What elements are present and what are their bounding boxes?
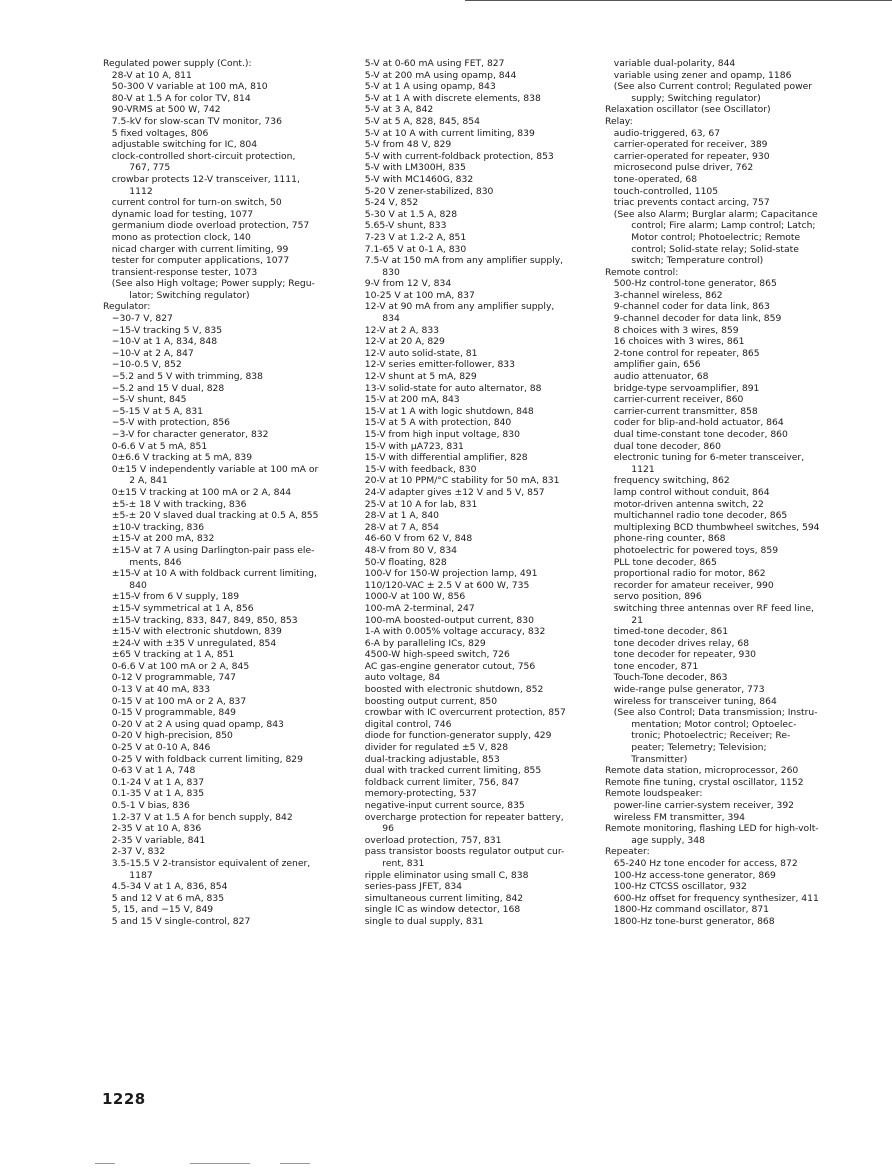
index-entry: 0-12 V programmable, 747 xyxy=(103,672,236,684)
index-entry: 0±15 V independently variable at 100 mA or xyxy=(103,463,319,475)
index-entry: carrier-operated for repeater, 930 xyxy=(605,150,770,162)
index-entry: −5-15 V at 5 A, 831 xyxy=(103,405,204,417)
index-entry: Remote data station, microprocessor, 260 xyxy=(605,765,799,777)
index-entry: 12-V at 90 mA from any amplifier supply, xyxy=(356,301,555,313)
index-entry: variable dual-polarity, 844 xyxy=(605,58,736,69)
index-entry: 1121 xyxy=(605,463,655,475)
index-entry: −10-V at 1 A, 834, 848 xyxy=(103,336,218,348)
index-entry: 830 xyxy=(356,266,400,278)
index-entry: coder for blip-and-hold actuator, 864 xyxy=(605,417,784,429)
bottom-mark xyxy=(95,1163,115,1164)
index-entry: lator; Switching regulator) xyxy=(103,289,250,301)
index-entry: 5-V with MC1460G, 832 xyxy=(356,173,474,185)
index-entry: (See also High voltage; Power supply; Regu- xyxy=(103,278,315,290)
index-entry: 7.5-kV for slow-scan TV monitor, 736 xyxy=(103,115,282,127)
index-entry: 0±6.6 V tracking at 5 mA, 839 xyxy=(103,452,253,464)
index-entry: control; Solid-state relay; Solid-state xyxy=(605,243,799,255)
index-entry: ±15-V at 7 A using Darlington-pair pass ele- xyxy=(103,544,315,556)
index-entry: 5-V with current-foldback protection, 853 xyxy=(356,150,554,162)
index-entry: AC gas-engine generator cutout, 756 xyxy=(356,660,536,672)
index-entry: 0.5-1 V bias, 836 xyxy=(103,800,190,811)
page-number: 1228 xyxy=(102,1090,146,1108)
index-entry: ±10-V tracking, 836 xyxy=(103,521,205,533)
index-entry: 0-20 V at 2 A using quad opamp, 843 xyxy=(103,718,284,730)
index-entry: divider for regulated ±5 V, 828 xyxy=(356,742,509,754)
index-entry: 840 xyxy=(103,579,147,591)
index-entry: 0-25 V with foldback current limiting, 829 xyxy=(103,753,304,765)
index-entry: variable using zener and opamp, 1186 xyxy=(605,69,792,81)
index-entry: current control for turn-on switch, 50 xyxy=(103,197,282,209)
index-entry: 50-V floating, 828 xyxy=(356,556,447,568)
index-entry: ments, 846 xyxy=(103,556,182,568)
index-entry: 0-25 V at 0-10 A, 846 xyxy=(103,742,211,754)
index-entry: 2-35 V variable, 841 xyxy=(103,834,206,846)
index-entry: 5 and 15 V single-control, 827 xyxy=(103,915,251,927)
index-entry: simultaneous current limiting, 842 xyxy=(356,892,524,904)
index-entry: crowbar with IC overcurrent protection, 857 xyxy=(356,707,566,719)
index-entry: Motor control; Photoelectric; Remote xyxy=(605,231,801,243)
index-entry: 20-V at 10 PPM/°C stability for 50 mA, 831 xyxy=(356,475,560,487)
index-entry: dual with tracked current limiting, 855 xyxy=(356,765,542,777)
index-entry: tone encoder, 871 xyxy=(605,660,699,672)
index-entry: 10-25 V at 100 mA, 837 xyxy=(356,289,475,301)
index-entry: amplifier gain, 656 xyxy=(605,359,701,371)
index-entry: 1112 xyxy=(103,185,153,197)
index-entry: 15-V at 5 A with protection, 840 xyxy=(356,417,512,429)
index-entry: 2-35 V at 10 A, 836 xyxy=(103,823,202,835)
index-entry: 1000-V at 100 W, 856 xyxy=(356,591,466,603)
index-entry: touch-controlled, 1105 xyxy=(605,185,719,197)
index-entry: 2-37 V, 832 xyxy=(103,846,166,858)
index-entry: 28-V at 1 A, 840 xyxy=(356,510,440,522)
index-entry: ±24-V with ±35 V unregulated, 854 xyxy=(103,637,277,649)
index-entry: tone decoder drives relay, 68 xyxy=(605,637,750,649)
index-entry: 4.5-34 V at 1 A, 836, 854 xyxy=(103,881,228,893)
index-entry: 5 and 12 V at 6 mA, 835 xyxy=(103,892,225,904)
top-rule xyxy=(465,0,892,1)
index-entry: wireless for transceiver tuning, 864 xyxy=(605,695,777,707)
index-entry: 1187 xyxy=(103,869,153,881)
index-entry: 600-Hz offset for frequency synthesizer, 411 xyxy=(605,892,819,904)
index-entry: 25-V at 10 A for lab, 831 xyxy=(356,498,478,510)
index-entry: bridge-type servoamplifier, 891 xyxy=(605,382,760,394)
index-entry: 1-A with 0.005% voltage accuracy, 832 xyxy=(356,626,546,638)
index-entry: 834 xyxy=(356,313,400,325)
index-entry: 5-V at 1 A with discrete elements, 838 xyxy=(356,92,541,104)
index-entry: −15-V tracking 5 V, 835 xyxy=(103,324,223,336)
index-entry: 9-channel decoder for data link, 859 xyxy=(605,313,782,325)
index-entry: Regulated power supply (Cont.): xyxy=(103,58,252,69)
index-entry: ±5-± 18 V with tracking, 836 xyxy=(103,498,247,510)
index-entry: mono as protection clock, 140 xyxy=(103,231,251,243)
index-entry: tone decoder for repeater, 930 xyxy=(605,649,757,661)
index-entry: tester for computer applications, 1077 xyxy=(103,255,290,267)
index-entry: photoelectric for powered toys, 859 xyxy=(605,544,779,556)
index-entry: 48-V from 80 V, 834 xyxy=(356,544,458,556)
index-entry: frequency switching, 862 xyxy=(605,475,730,487)
index-entry: 100-Hz access-tone generator, 869 xyxy=(605,869,776,881)
index-entry: 9-V from 12 V, 834 xyxy=(356,278,452,290)
index-entry: 16 choices with 3 wires, 861 xyxy=(605,336,745,348)
index-entry: 5-V at 200 mA using opamp, 844 xyxy=(356,69,517,81)
index-entry: 5-V at 0-60 mA using FET, 827 xyxy=(356,58,505,69)
index-entry: proportional radio for motor, 862 xyxy=(605,568,766,580)
index-entry: 80-V at 1.5 A for color TV, 814 xyxy=(103,92,251,104)
index-entry: Regulator: xyxy=(103,301,151,313)
index-entry: adjustable switching for IC, 804 xyxy=(103,139,258,151)
index-entry: 6-A by paralleling ICs, 829 xyxy=(356,637,486,649)
index-entry: 5.65-V shunt, 833 xyxy=(356,220,447,232)
index-entry: carrier-current transmitter, 858 xyxy=(605,405,758,417)
index-entry: (See also Control; Data transmission; Instru- xyxy=(605,707,818,719)
index-entry: boosted with electronic shutdown, 852 xyxy=(356,684,544,696)
index-entry: 12-V shunt at 5 mA, 829 xyxy=(356,371,477,383)
index-entry: 767, 775 xyxy=(103,162,171,174)
index-entry: diode for function-generator supply, 429 xyxy=(356,730,552,742)
index-entry: 1.2-37 V at 1.5 A for bench supply, 842 xyxy=(103,811,293,823)
index-entry: 0-13 V at 40 mA, 833 xyxy=(103,684,211,696)
index-entry: 15-V with differential amplifier, 828 xyxy=(356,452,528,464)
index-entry: Relaxation oscillator (see Oscillator) xyxy=(605,104,771,116)
index-entry: 90-VRMS at 500 W, 742 xyxy=(103,104,221,116)
index-entry: 0-15 V programmable, 849 xyxy=(103,707,236,719)
index-entry: series-pass JFET, 834 xyxy=(356,881,463,893)
index-entry: 500-Hz control-tone generator, 865 xyxy=(605,278,777,290)
index-entry: 0±15 V tracking at 100 mA or 2 A, 844 xyxy=(103,486,292,498)
index-entry: power-line carrier-system receiver, 392 xyxy=(605,800,795,811)
index-entry: 96 xyxy=(356,823,394,835)
index-entry: ripple eliminator using small C, 838 xyxy=(356,869,529,881)
index-entry: −10-V at 2 A, 847 xyxy=(103,347,194,359)
index-entry: (See also Alarm; Burglar alarm; Capacitance xyxy=(605,208,818,220)
index-entry: ±15-V at 200 mA, 832 xyxy=(103,533,215,545)
index-column-1 xyxy=(103,58,353,928)
index-entry: 1800-Hz tone-burst generator, 868 xyxy=(605,915,775,927)
index-entry: overload protection, 757, 831 xyxy=(356,834,502,846)
index-entry: −5.2 and 5 V with trimming, 838 xyxy=(103,371,263,383)
index-entry: 5-V at 10 A with current limiting, 839 xyxy=(356,127,535,139)
index-entry: 5-24 V, 852 xyxy=(356,197,419,209)
index-entry: 5-30 V at 1.5 A, 828 xyxy=(356,208,458,220)
index-entry: germanium diode overload protection, 757 xyxy=(103,220,310,232)
index-entry: control; Fire alarm; Lamp control; Latch; xyxy=(605,220,816,232)
index-entry: Remote monitoring, flashing LED for high-volt- xyxy=(605,823,819,835)
index-entry: 110/120-VAC ± 2.5 V at 600 W, 735 xyxy=(356,579,530,591)
index-entry: auto voltage, 84 xyxy=(356,672,441,684)
index-entry: −3-V for character generator, 832 xyxy=(103,429,269,440)
index-entry: ±15-V symmetrical at 1 A, 856 xyxy=(103,602,254,614)
index-entry: recorder for amateur receiver, 990 xyxy=(605,579,774,591)
index-entry: 5-V from 48 V, 829 xyxy=(356,139,452,151)
index-entry: 12-V at 20 A, 829 xyxy=(356,336,445,348)
index-entry: 15-V with feedback, 830 xyxy=(356,463,477,475)
index-entry: 3-channel wireless, 862 xyxy=(605,289,723,301)
index-entry: ±65 V tracking at 1 A, 851 xyxy=(103,649,235,661)
index-entry: carrier-current receiver, 860 xyxy=(605,394,744,406)
index-entry: motor-driven antenna switch, 22 xyxy=(605,498,764,510)
index-entry: 5-V at 3 A, 842 xyxy=(356,104,434,116)
index-entry: 12-V series emitter-follower, 833 xyxy=(356,359,515,371)
index-entry: −10-0.5 V, 852 xyxy=(103,359,182,371)
index-entry: triac prevents contact arcing, 757 xyxy=(605,197,770,209)
bottom-mark xyxy=(280,1163,310,1164)
index-entry: electronic tuning for 6-meter transceiver, xyxy=(605,452,805,464)
index-entry: ±15-V from 6 V supply, 189 xyxy=(103,591,240,603)
index-entry: 5-V at 5 A, 828, 845, 854 xyxy=(356,115,480,127)
index-entry: servo position, 896 xyxy=(605,591,702,603)
index-entry: 0-6.6 V at 100 mA or 2 A, 845 xyxy=(103,660,250,672)
index-entry: pass transistor boosts regulator output cur- xyxy=(356,846,565,858)
index-entry: 0.1-35 V at 1 A, 835 xyxy=(103,788,205,800)
index-entry: 0-15 V at 100 mA or 2 A, 837 xyxy=(103,695,247,707)
index-entry: 7.5-V at 150 mA from any amplifier supply, xyxy=(356,255,564,267)
index-entry: ±15-V with electronic shutdown, 839 xyxy=(103,626,282,638)
index-entry: dual tone decoder, 860 xyxy=(605,440,721,452)
index-entry: negative-input current source, 835 xyxy=(356,800,525,811)
index-entry: 28-V at 10 A, 811 xyxy=(103,69,192,81)
index-entry: switch; Temperature control) xyxy=(605,255,764,267)
index-entry: 46-60 V from 62 V, 848 xyxy=(356,533,473,545)
index-entry: single to dual supply, 831 xyxy=(356,915,484,927)
index-entry: 50-300 V variable at 100 mA, 810 xyxy=(103,81,268,93)
index-entry: switching three antennas over RF feed line, xyxy=(605,602,814,614)
index-entry: 0-20 V high-precision, 850 xyxy=(103,730,233,742)
index-entry: 15-V with μA723, 831 xyxy=(356,440,464,452)
index-entry: lamp control without conduit, 864 xyxy=(605,486,770,498)
index-entry: dynamic load for testing, 1077 xyxy=(103,208,254,220)
index-entry: 15-V at 200 mA, 843 xyxy=(356,394,460,406)
index-entry: 5, 15, and −15 V, 849 xyxy=(103,904,214,916)
index-entry: Relay: xyxy=(605,115,633,127)
index-column-3 xyxy=(605,58,880,928)
index-entry: 0-63 V at 1 A, 748 xyxy=(103,765,196,777)
index-entry: 2-tone control for repeater, 865 xyxy=(605,347,760,359)
index-entry: 8 choices with 3 wires, 859 xyxy=(605,324,739,336)
index-entry: 65-240 Hz tone encoder for access, 872 xyxy=(605,857,798,869)
index-entry: ±5-± 20 V slaved dual tracking at 0.5 A, 855 xyxy=(103,510,319,522)
index-entry: microsecond pulse driver, 762 xyxy=(605,162,754,174)
index-entry: dual time-constant tone decoder, 860 xyxy=(605,429,788,440)
index-entry: digital control, 746 xyxy=(356,718,452,730)
index-entry: 5 fixed voltages, 806 xyxy=(103,127,209,139)
index-entry: single IC as window detector, 168 xyxy=(356,904,521,916)
index-entry: 100-V for 150-W projection lamp, 491 xyxy=(356,568,538,580)
index-entry: memory-protecting, 537 xyxy=(356,788,477,800)
index-entry: 0.1-24 V at 1 A, 837 xyxy=(103,776,205,788)
index-entry: multichannel radio tone decoder, 865 xyxy=(605,510,788,522)
index-entry: ±15-V tracking, 833, 847, 849, 850, 853 xyxy=(103,614,298,626)
index-entry: audio attenuator, 68 xyxy=(605,371,709,383)
index-entry: 24-V adapter gives ±12 V and 5 V, 857 xyxy=(356,486,545,498)
index-entry: Transmitter) xyxy=(605,753,688,765)
index-entry: 3.5-15.5 V 2-transistor equivalent of zener, xyxy=(103,857,311,869)
index-entry: 1800-Hz command oscillator, 871 xyxy=(605,904,770,916)
index-entry: 5-V at 1 A using opamp, 843 xyxy=(356,81,496,93)
index-entry: 2 A, 841 xyxy=(103,475,168,487)
index-entry: foldback current limiter, 756, 847 xyxy=(356,776,520,788)
index-entry: −5.2 and 15 V dual, 828 xyxy=(103,382,225,394)
index-entry: Touch-Tone decoder, 863 xyxy=(605,672,728,684)
index-entry: 28-V at 7 A, 854 xyxy=(356,521,440,533)
index-entry: 100-mA 2-terminal, 247 xyxy=(356,602,475,614)
index-entry: peater; Telemetry; Television; xyxy=(605,742,767,754)
index-entry: −5-V with protection, 856 xyxy=(103,417,231,429)
bottom-mark xyxy=(190,1163,250,1164)
index-entry: supply; Switching regulator) xyxy=(605,92,761,104)
index-entry: PLL tone decoder, 865 xyxy=(605,556,717,568)
index-entry: 21 xyxy=(605,614,643,626)
index-entry: Remote control: xyxy=(605,266,679,278)
index-entry: 13-V solid-state for auto alternator, 88 xyxy=(356,382,542,394)
index-entry: 4500-W high-speed switch, 726 xyxy=(356,649,510,661)
index-entry: 100-Hz CTCSS oscillator, 932 xyxy=(605,881,747,893)
index-entry: overcharge protection for repeater battery, xyxy=(356,811,564,823)
index-entry: Repeater: xyxy=(605,846,650,858)
index-entry: wide-range pulse generator, 773 xyxy=(605,684,765,696)
index-entry: rent, 831 xyxy=(356,857,425,869)
index-entry: Remote loudspeaker: xyxy=(605,788,703,800)
index-entry: 0-6.6 V at 5 mA, 851 xyxy=(103,440,208,452)
index-entry: carrier-operated for receiver, 389 xyxy=(605,139,768,151)
index-entry: boosting output current, 850 xyxy=(356,695,498,707)
index-entry: 7.1-65 V at 0-1 A, 830 xyxy=(356,243,467,255)
index-entry: tone-operated, 68 xyxy=(605,173,698,185)
index-entry: multiplexing BCD thumbwheel switches, 594 xyxy=(605,521,820,533)
index-entry: 9-channel coder for data link, 863 xyxy=(605,301,770,313)
index-entry: nicad charger with current limiting, 99 xyxy=(103,243,289,255)
index-entry: clock-controlled short-circuit protection, xyxy=(103,150,296,162)
index-entry: 12-V at 2 A, 833 xyxy=(356,324,440,336)
index-column-2 xyxy=(356,58,606,928)
index-entry: audio-triggered, 63, 67 xyxy=(605,127,721,139)
index-entry: age supply, 348 xyxy=(605,834,705,846)
index-entry: 15-V from high input voltage, 830 xyxy=(356,429,520,440)
index-entry: timed-tone decoder, 861 xyxy=(605,626,729,638)
index-entry: 100-mA boosted-output current, 830 xyxy=(356,614,534,626)
index-entry: 5-V with LM300H, 835 xyxy=(356,162,466,174)
index-entry: 15-V at 1 A with logic shutdown, 848 xyxy=(356,405,534,417)
index-entry: transient-response tester, 1073 xyxy=(103,266,258,278)
index-entry: 7-23 V at 1.2-2 A, 851 xyxy=(356,231,467,243)
index-entry: phone-ring counter, 868 xyxy=(605,533,726,545)
index-entry: tronic; Photoelectric; Receiver; Re- xyxy=(605,730,791,742)
index-entry: dual-tracking adjustable, 853 xyxy=(356,753,500,765)
index-entry: wireless FM transmitter, 394 xyxy=(605,811,746,823)
index-entry: Remote fine tuning, crystal oscillator, 1152 xyxy=(605,776,804,788)
index-entry: (See also Current control; Regulated power xyxy=(605,81,813,93)
index-entry: ±15-V at 10 A with foldback current limiting, xyxy=(103,568,317,580)
index-entry: −5-V shunt, 845 xyxy=(103,394,187,406)
index-entry: −30-7 V, 827 xyxy=(103,313,173,325)
index-entry: 12-V auto solid-state, 81 xyxy=(356,347,478,359)
index-entry: 5-20 V zener-stabilized, 830 xyxy=(356,185,494,197)
index-entry: crowbar protects 12-V transceiver, 1111, xyxy=(103,173,300,185)
index-entry: mentation; Motor control; Optoelec- xyxy=(605,718,797,730)
